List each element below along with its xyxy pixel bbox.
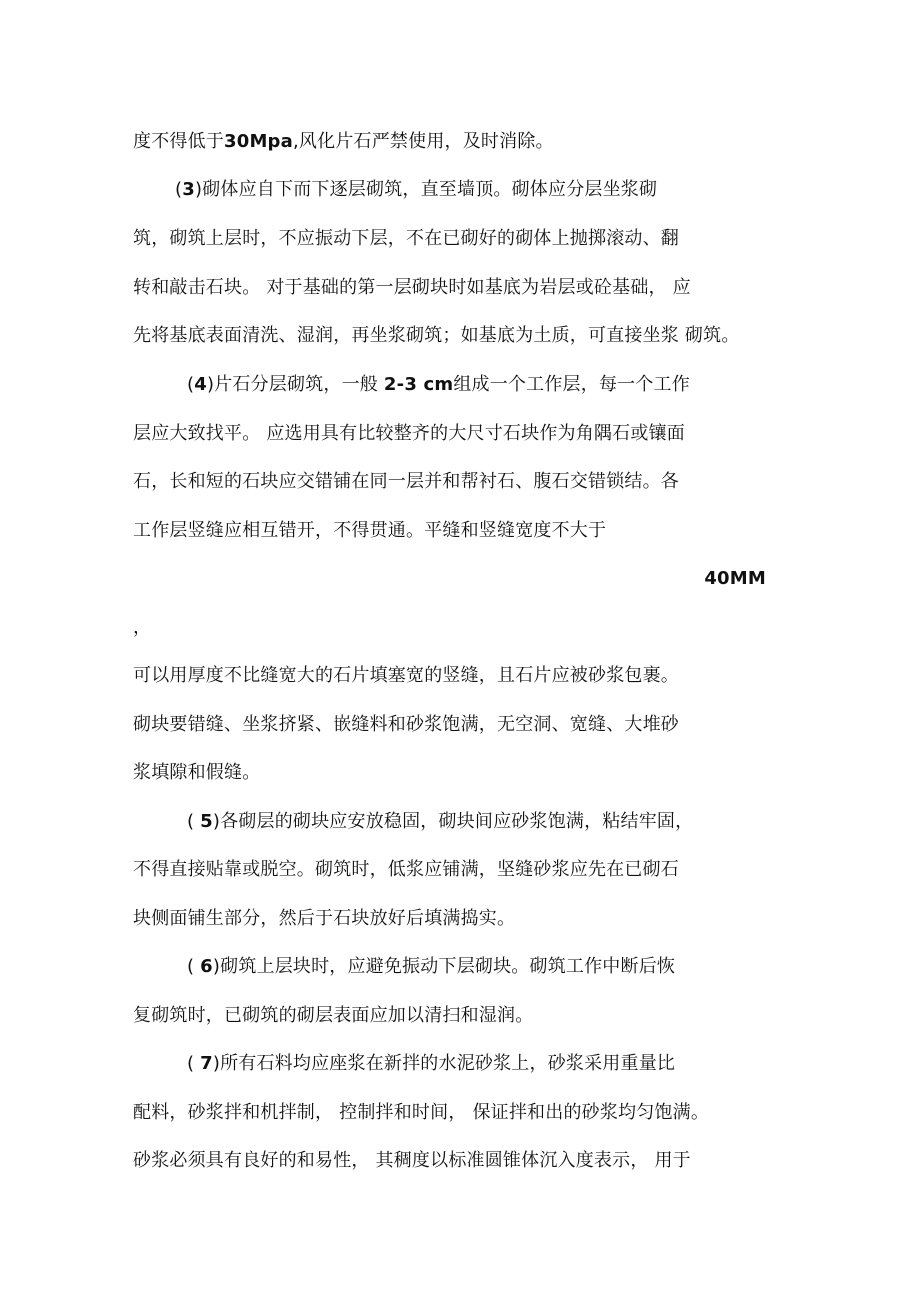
- text-line: 配料，砂浆拌和机拌制， 控制拌和时间， 保证拌和出的砂浆均匀饱满。: [133, 1102, 710, 1123]
- paragraph-3-start: (3)砌体应自下而下逐层砌筑，直至墙顶。砌体应分层坐浆砌: [175, 179, 658, 200]
- text-line: 度不得低于30Mpa,风化片石严禁使用，及时消除。: [133, 131, 554, 152]
- text-line: 砂浆必须具有良好的和易性， 其稠度以标准圆锥体沉入度表示， 用于: [133, 1150, 691, 1171]
- text-line: ，: [133, 617, 152, 638]
- text-line: 块侧面铺生部分，然后于石块放好后填满捣实。: [133, 908, 516, 929]
- text-line: 筑，砌筑上层时，不应振动下层，不在已砌好的砌体上抛掷滚动、翻: [133, 228, 679, 249]
- text-line: 复砌筑时，已砌筑的砌层表面应加以清扫和湿润。: [133, 1005, 534, 1026]
- text-line: 工作层竖缝应相互错开，不得贯通。平缝和竖缝宽度不大于: [133, 520, 607, 541]
- text-line: 先将基底表面清洗、湿润，再坐浆砌筑；如基底为土质，可直接坐浆 砌筑。: [133, 325, 740, 346]
- paragraph-6-start: ( 6)砌筑上层块时，应避免振动下层砌块。砌筑工作中断后恢: [187, 956, 676, 977]
- text-line: 石，长和短的石块应交错铺在同一层并和帮衬石、腹石交错锁结。各: [133, 471, 679, 492]
- paragraph-7-start: ( 7)所有石料均应座浆在新拌的水泥砂浆上，砂浆采用重量比: [187, 1053, 676, 1074]
- paragraph-5-start: ( 5)各砌层的砌块应安放稳固，砌块间应砂浆饱满，粘结牢固，: [187, 811, 694, 832]
- text-line: 层应大致找平。 应选用具有比较整齐的大尺寸石块作为角隅石或镶面: [133, 423, 685, 444]
- text-line: 砌块要错缝、坐浆挤紧、嵌缝料和砂浆饱满，无空洞、宽缝、大堆砂: [133, 714, 679, 735]
- text-line: 转和敲击石块。 对于基础的第一层砌块时如基底为岩层或砼基础， 应: [133, 277, 691, 298]
- text-line: 可以用厚度不比缝宽大的石片填塞宽的竖缝，且石片应被砂浆包裹。: [133, 665, 679, 686]
- text-line: 浆填隙和假缝。: [133, 762, 261, 783]
- text-line-right: 40MM: [704, 568, 766, 589]
- paragraph-4-start: (4)片石分层砌筑，一般 2-3 cm组成一个工作层，每一个工作: [187, 374, 690, 395]
- text-line: 不得直接贴靠或脱空。砌筑时，低浆应铺满，坚缝砂浆应先在已砌石: [133, 859, 679, 880]
